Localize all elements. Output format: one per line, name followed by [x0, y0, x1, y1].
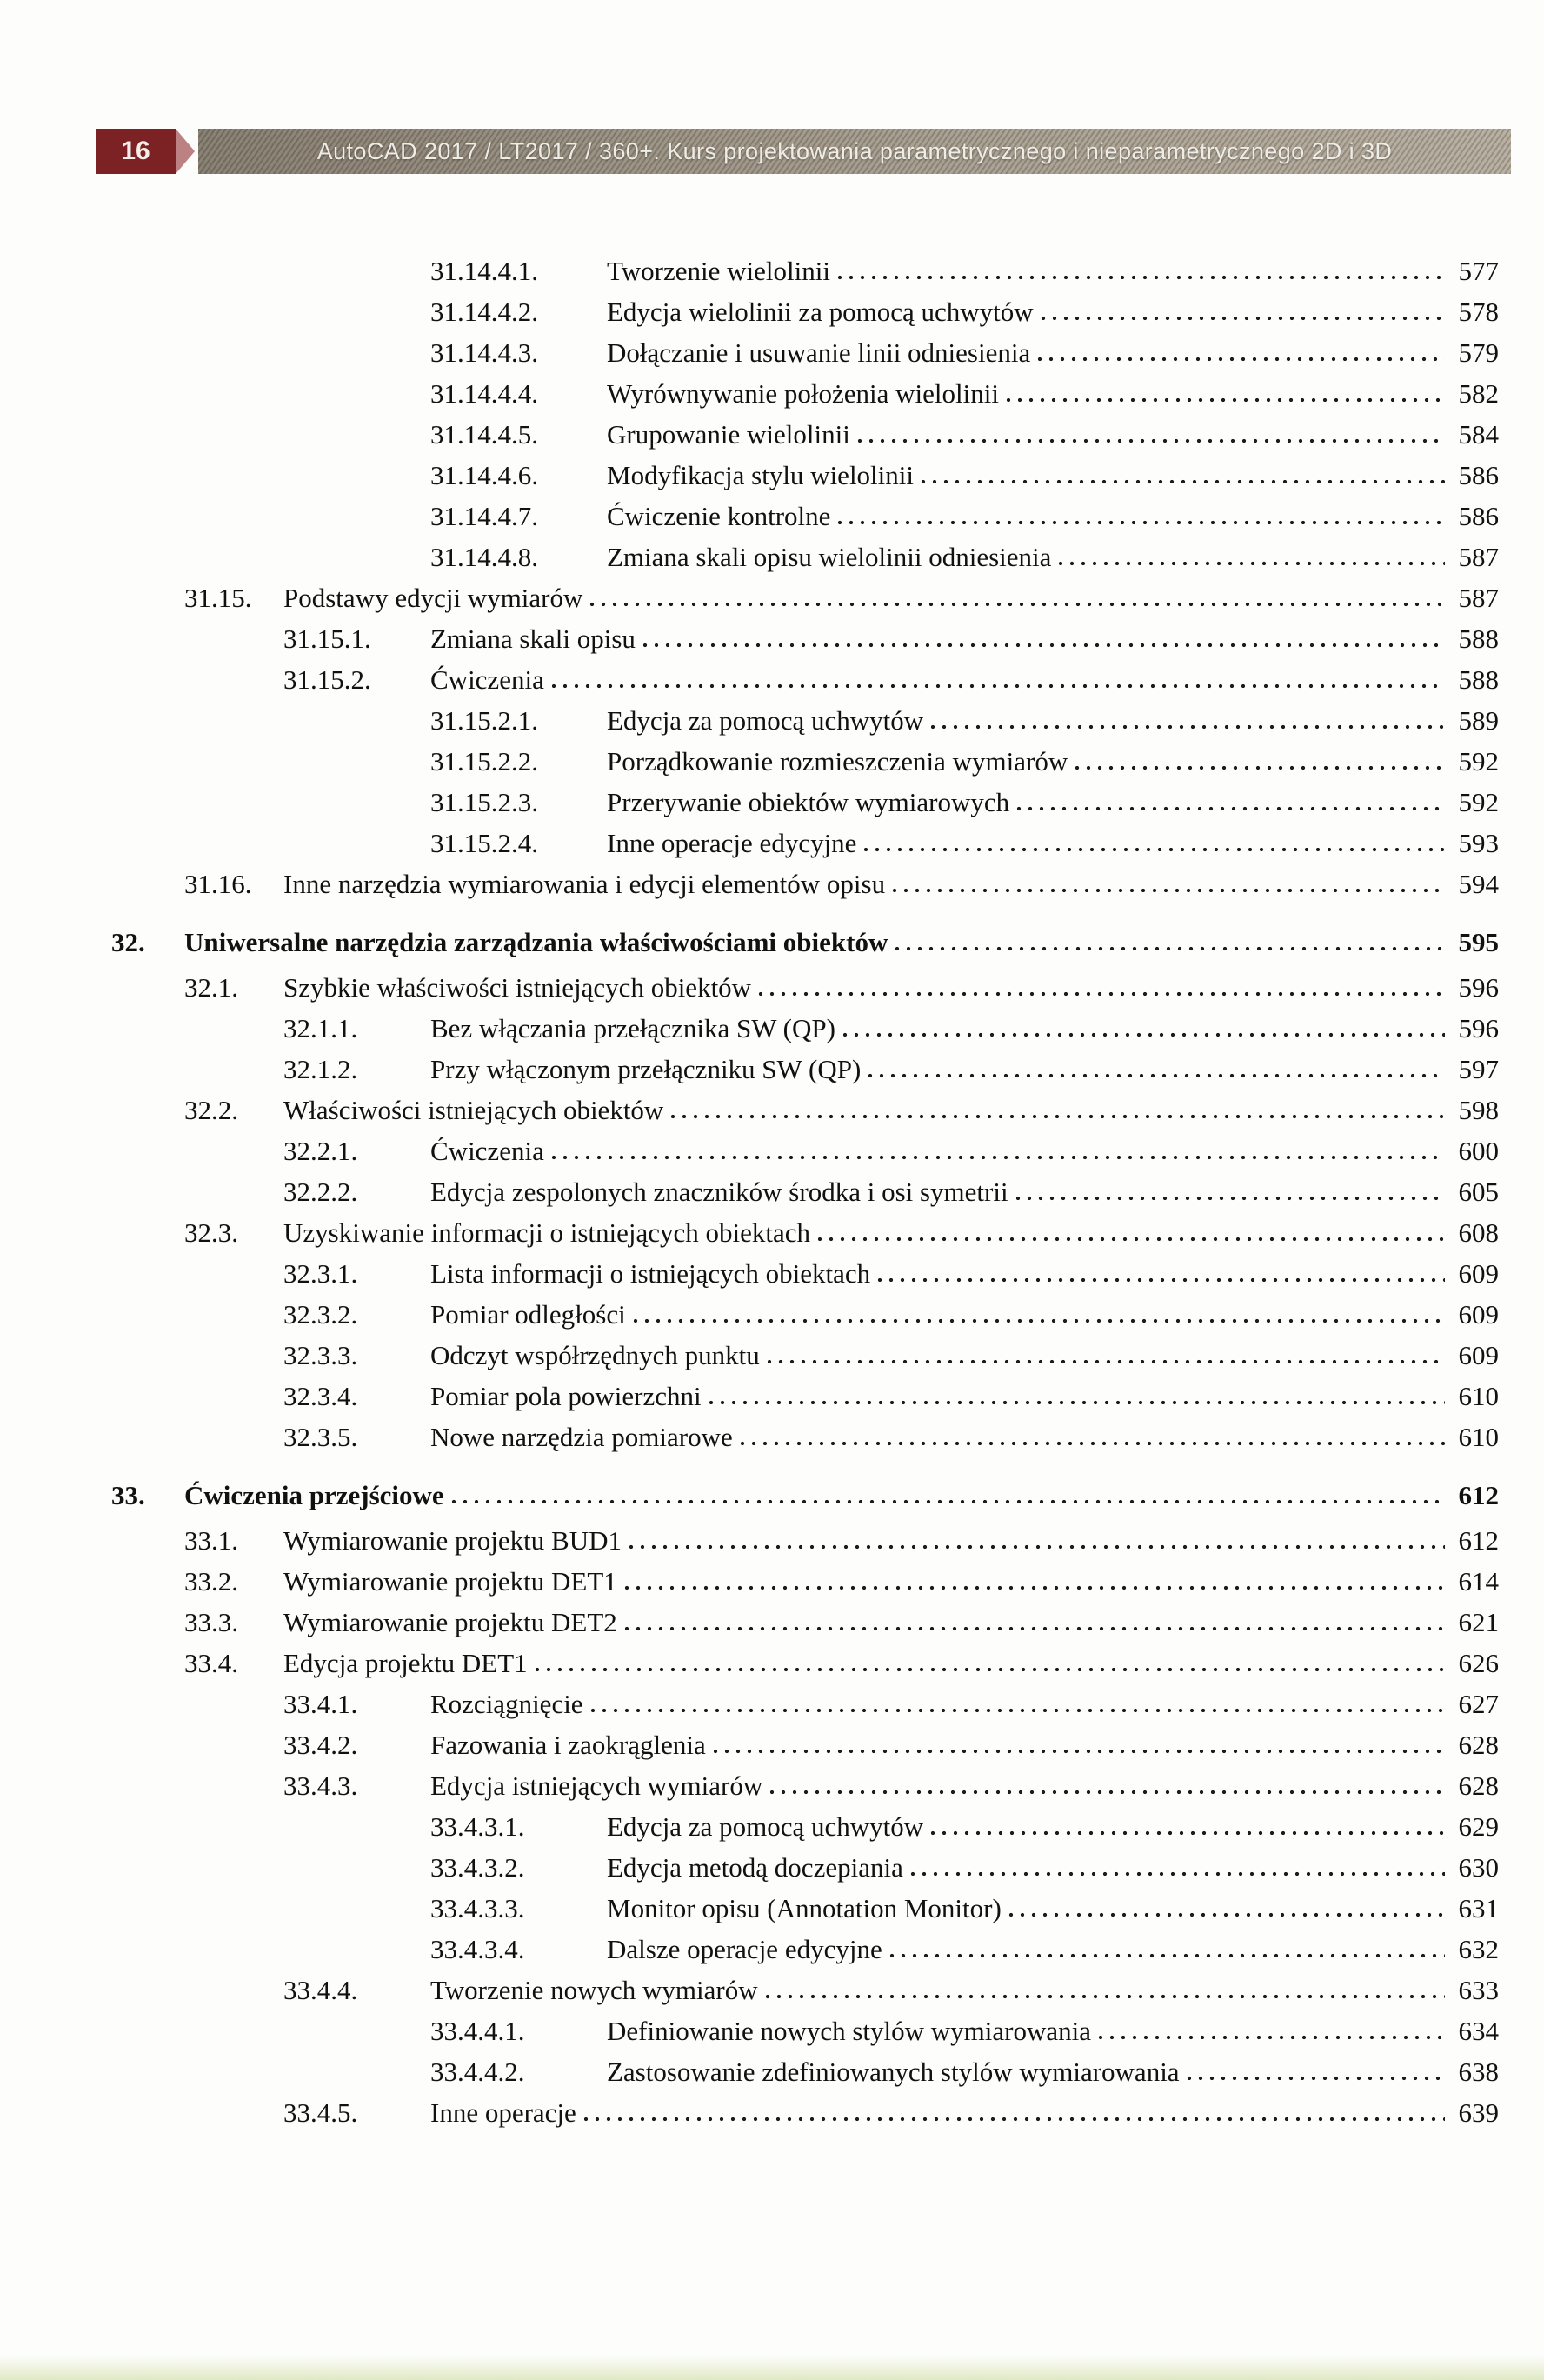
dot-leader — [910, 1871, 1445, 1877]
toc-entry — [0, 2010, 1499, 2051]
toc-entry-page: 587 — [1458, 542, 1499, 572]
toc-entry — [0, 618, 1499, 659]
toc-entry — [0, 1765, 1499, 1806]
toc-entry-number: 33.4.3. — [283, 1770, 358, 1801]
toc-entry — [0, 537, 1499, 577]
toc-entry-number: 31.14.4.4. — [430, 378, 538, 409]
toc-entry-page: 626 — [1458, 1648, 1499, 1678]
toc-entry-number: 33.4.3.1. — [430, 1811, 525, 1842]
dot-leader — [895, 946, 1445, 951]
toc-entry-page: 579 — [1458, 337, 1499, 368]
dot-leader — [767, 1359, 1445, 1364]
toc-entry — [0, 455, 1499, 496]
dot-leader — [1037, 357, 1445, 362]
toc-entry-title: Edycja istniejących wymiarów — [430, 1770, 763, 1801]
toc-entry-page: 589 — [1458, 705, 1499, 736]
toc-entry-number: 32.2.1. — [283, 1136, 358, 1166]
toc-entry-number: 31.14.4.1. — [430, 256, 538, 286]
toc-entry — [0, 1970, 1499, 2010]
toc-entry-number: 31.14.4.2. — [430, 297, 538, 327]
toc-entry-number: 33.1. — [184, 1525, 238, 1556]
dot-leader — [1006, 397, 1445, 403]
toc-entry-number: 31.16. — [184, 869, 252, 899]
toc-entry-number: 31.15.2.1. — [430, 705, 538, 736]
dot-leader — [863, 847, 1445, 852]
toc-entry-page: 584 — [1458, 419, 1499, 450]
toc-entry-title: Ćwiczenie kontrolne — [607, 501, 831, 531]
toc-entry-title: Monitor opisu (Annotation Monitor) — [607, 1893, 1002, 1923]
toc-entry — [0, 1008, 1499, 1049]
toc-entry — [0, 1294, 1499, 1335]
toc-entry-title: Właściwości istniejących obiektów — [283, 1095, 664, 1125]
toc-entry-title: Podstawy edycji wymiarów — [283, 583, 583, 613]
toc-entry-number: 32.3.4. — [283, 1381, 358, 1411]
toc-entry-number: 33.3. — [184, 1607, 238, 1637]
toc-entry — [0, 1561, 1499, 1602]
toc-entry — [0, 373, 1499, 414]
toc-entry-number: 33.4.4.1. — [430, 2016, 525, 2046]
toc-entry — [0, 1847, 1499, 1888]
toc-entry-title: Szybkie właściwości istniejących obiektów — [283, 972, 752, 1003]
toc-entry-title: Inne narzędzia wymiarowania i edycji elementów opisu — [283, 869, 886, 899]
toc-entry-title: Wyrównywanie położenia wielolinii — [607, 378, 999, 409]
header-title: AutoCAD 2017 / LT2017 / 360+. Kurs projektowania parametrycznego i nieparametrycznego 2D i 3D — [316, 137, 1393, 164]
toc — [0, 250, 1499, 2133]
toc-entry-page: 631 — [1458, 1893, 1499, 1923]
toc-entry — [0, 1049, 1499, 1090]
toc-entry-page: 588 — [1458, 623, 1499, 654]
toc-entry-page: 598 — [1458, 1095, 1499, 1125]
toc-entry-page: 586 — [1458, 501, 1499, 531]
dot-leader — [1041, 316, 1445, 321]
toc-entry-title: Bez włączania przełącznika SW (QP) — [430, 1013, 835, 1043]
toc-entry-number: 33.4.4.2. — [430, 2057, 525, 2087]
toc-entry — [0, 1683, 1499, 1724]
toc-entry-page: 609 — [1458, 1340, 1499, 1370]
toc-entry-number: 32.1.1. — [283, 1013, 358, 1043]
toc-entry-page: 610 — [1458, 1381, 1499, 1411]
toc-entry-number: 32.3.2. — [283, 1299, 358, 1330]
toc-entry — [0, 1520, 1499, 1561]
toc-entry-title: Zastosowanie zdefiniowanych stylów wymiarowania — [607, 2057, 1180, 2087]
toc-entry-page: 627 — [1458, 1689, 1499, 1719]
dot-leader — [877, 1277, 1445, 1283]
toc-entry-page: 609 — [1458, 1258, 1499, 1289]
dot-leader — [837, 275, 1445, 280]
toc-entry-title: Edycja zespolonych znaczników środka i osi symetrii — [430, 1177, 1008, 1207]
dot-leader — [930, 724, 1445, 730]
toc-entry-title: Fazowania i zaokrąglenia — [430, 1730, 706, 1760]
toc-entry — [0, 291, 1499, 332]
dot-leader — [857, 438, 1445, 443]
toc-entry-title: Tworzenie nowych wymiarów — [430, 1975, 758, 2005]
toc-entry — [0, 2051, 1499, 2092]
toc-entry-page: 612 — [1458, 1480, 1499, 1510]
toc-entry — [0, 863, 1499, 904]
toc-entry-page: 614 — [1458, 1566, 1499, 1597]
dot-leader — [1075, 765, 1445, 770]
toc-entry — [0, 1212, 1499, 1253]
toc-entry-page: 597 — [1458, 1054, 1499, 1084]
toc-entry-title: Definiowanie nowych stylów wymiarowania — [607, 2016, 1092, 2046]
toc-entry-number: 33.4.3.3. — [430, 1893, 525, 1923]
toc-entry — [0, 1335, 1499, 1376]
toc-entry-number: 32.3.3. — [283, 1340, 358, 1370]
toc-entry-number: 31.14.4.5. — [430, 419, 538, 450]
toc-entry — [0, 823, 1499, 863]
toc-entry-page: 621 — [1458, 1607, 1499, 1637]
toc-entry-number: 31.15. — [184, 583, 252, 613]
toc-entry-title: Pomiar odległości — [430, 1299, 626, 1330]
toc-entry-number: 31.15.1. — [283, 623, 371, 654]
dot-leader — [1008, 1912, 1445, 1917]
toc-entry-title: Ćwiczenia — [430, 1136, 544, 1166]
toc-entry-title: Dalsze operacje edycyjne — [607, 1934, 882, 1964]
toc-entry-page: 596 — [1458, 1013, 1499, 1043]
toc-entry-number: 32.2.2. — [283, 1177, 358, 1207]
toc-entry-title: Edycja wielolinii za pomocą uchwytów — [607, 297, 1034, 327]
toc-entry-page: 578 — [1458, 297, 1499, 327]
page-number-box — [96, 129, 176, 174]
toc-entry-number: 32.1. — [184, 972, 238, 1003]
dot-leader — [589, 602, 1445, 607]
dot-leader — [590, 1708, 1445, 1713]
toc-entry — [0, 700, 1499, 741]
toc-entry-page: 577 — [1458, 256, 1499, 286]
toc-entry-page: 609 — [1458, 1299, 1499, 1330]
toc-entry-title: Uniwersalne narzędzia zarządzania właściwościami obiektów — [184, 927, 888, 957]
dot-leader — [670, 1114, 1445, 1119]
toc-entry-number: 33.4.3.2. — [430, 1852, 525, 1883]
toc-entry-title: Edycja metodą doczepiania — [607, 1852, 903, 1883]
toc-entry-number: 33.4.3.4. — [430, 1934, 525, 1964]
toc-entry-page: 586 — [1458, 460, 1499, 490]
dot-leader — [868, 1073, 1445, 1078]
toc-entry — [0, 1171, 1499, 1212]
dot-leader — [624, 1585, 1445, 1590]
toc-entry — [0, 1643, 1499, 1683]
toc-entry — [0, 496, 1499, 537]
toc-entry — [0, 1376, 1499, 1417]
toc-entry-number: 33.4.1. — [283, 1689, 358, 1719]
toc-entry — [0, 1724, 1499, 1765]
toc-entry-page: 633 — [1458, 1975, 1499, 2005]
toc-entry-page: 594 — [1458, 869, 1499, 899]
toc-entry-page: 608 — [1458, 1217, 1499, 1248]
toc-entry-title: Lista informacji o istniejących obiektach — [430, 1258, 871, 1289]
toc-entry-page: 596 — [1458, 972, 1499, 1003]
dot-leader — [837, 520, 1445, 525]
toc-entry-title: Wymiarowanie projektu BUD1 — [283, 1525, 622, 1556]
toc-entry-number: 31.15.2.3. — [430, 787, 538, 817]
dot-leader — [535, 1667, 1445, 1672]
page-bottom-tint — [0, 2356, 1544, 2380]
dot-leader — [765, 1994, 1445, 1999]
toc-entry-number: 32.2. — [184, 1095, 238, 1125]
toc-entry-title: Edycja za pomocą uchwytów — [607, 705, 924, 736]
dot-leader — [930, 1830, 1445, 1836]
toc-entry-page: 605 — [1458, 1177, 1499, 1207]
toc-entry — [0, 1888, 1499, 1929]
toc-entry-title: Wymiarowanie projektu DET1 — [283, 1566, 617, 1597]
toc-entry — [0, 577, 1499, 618]
toc-entry — [0, 1475, 1499, 1516]
toc-entry — [0, 967, 1499, 1008]
dot-leader — [1187, 2076, 1445, 2081]
dot-leader — [817, 1237, 1445, 1242]
toc-entry-number: 31.15.2. — [283, 664, 371, 695]
dot-leader — [889, 1953, 1445, 1958]
dot-leader — [1098, 2035, 1445, 2040]
toc-entry-page: 628 — [1458, 1770, 1499, 1801]
toc-entry-title: Edycja za pomocą uchwytów — [607, 1811, 924, 1842]
toc-entry-page: 612 — [1458, 1525, 1499, 1556]
toc-entry-title: Edycja projektu DET1 — [283, 1648, 528, 1678]
toc-entry-title: Nowe narzędzia pomiarowe — [430, 1422, 733, 1452]
toc-entry-title: Pomiar pola powierzchni — [430, 1381, 702, 1411]
dot-leader — [1058, 561, 1445, 566]
toc-entry-page: 587 — [1458, 583, 1499, 613]
toc-entry-page: 593 — [1458, 828, 1499, 858]
toc-entry — [0, 782, 1499, 823]
toc-entry — [0, 1929, 1499, 1970]
dot-leader — [451, 1499, 1445, 1504]
toc-entry — [0, 1130, 1499, 1171]
page-header — [96, 129, 1511, 174]
toc-entry-number: 33.4.4. — [283, 1975, 358, 2005]
toc-entry — [0, 332, 1499, 373]
dot-leader — [921, 479, 1445, 484]
toc-entry-page: 628 — [1458, 1730, 1499, 1760]
toc-entry-title: Ćwiczenia — [430, 664, 544, 695]
toc-entry-title: Zmiana skali opisu wielolinii odniesienia — [607, 542, 1052, 572]
toc-entry-number: 32.3.1. — [283, 1258, 358, 1289]
toc-entry-title: Inne operacje edycyjne — [607, 828, 857, 858]
toc-entry — [0, 250, 1499, 291]
toc-entry-page: 582 — [1458, 378, 1499, 409]
toc-entry-number: 33.4.5. — [283, 2097, 358, 2128]
toc-entry-title: Grupowanie wielolinii — [607, 419, 850, 450]
toc-entry-page: 592 — [1458, 746, 1499, 777]
toc-entry-title: Inne operacje — [430, 2097, 576, 2128]
toc-entry-page: 632 — [1458, 1934, 1499, 1964]
toc-entry-title: Ćwiczenia przejściowe — [184, 1480, 444, 1510]
toc-entry-title: Przerywanie obiektów wymiarowych — [607, 787, 1010, 817]
page-number: 16 — [121, 137, 150, 165]
dot-leader — [551, 683, 1445, 689]
dot-leader — [642, 643, 1445, 648]
dot-leader — [713, 1749, 1445, 1754]
dot-leader — [629, 1544, 1445, 1550]
toc-entry — [0, 1806, 1499, 1847]
toc-entry-number: 32. — [111, 927, 145, 957]
toc-entry — [0, 1253, 1499, 1294]
toc-entry — [0, 414, 1499, 455]
dot-leader — [624, 1626, 1445, 1631]
toc-entry-title: Odczyt współrzędnych punktu — [430, 1340, 760, 1370]
toc-entry-page: 600 — [1458, 1136, 1499, 1166]
dot-leader — [583, 2117, 1445, 2122]
dot-leader — [709, 1400, 1445, 1405]
toc-entry-number: 32.3.5. — [283, 1422, 358, 1452]
toc-entry — [0, 922, 1499, 963]
toc-entry-number: 31.14.4.7. — [430, 501, 538, 531]
toc-entry-title: Rozciągnięcie — [430, 1689, 583, 1719]
toc-entry-title: Porządkowanie rozmieszczenia wymiarów — [607, 746, 1068, 777]
toc-entry-number: 31.15.2.2. — [430, 746, 538, 777]
dot-leader — [551, 1155, 1445, 1160]
dot-leader — [740, 1441, 1445, 1446]
toc-entry-title: Dołączanie i usuwanie linii odniesienia — [607, 337, 1031, 368]
toc-entry — [0, 659, 1499, 700]
toc-entry-number: 31.14.4.6. — [430, 460, 538, 490]
toc-entry — [0, 1602, 1499, 1643]
toc-entry-number: 32.1.2. — [283, 1054, 358, 1084]
toc-entry-number: 32.3. — [184, 1217, 238, 1248]
dot-leader — [758, 991, 1445, 997]
toc-entry-page: 588 — [1458, 664, 1499, 695]
chevron-right-icon — [176, 129, 195, 174]
toc-entry-page: 592 — [1458, 787, 1499, 817]
toc-entry-number: 33. — [111, 1480, 145, 1510]
toc-entry — [0, 741, 1499, 782]
toc-entry — [0, 1417, 1499, 1457]
toc-entry-number: 31.14.4.8. — [430, 542, 538, 572]
toc-entry-title: Tworzenie wielolinii — [607, 256, 830, 286]
toc-entry-page: 630 — [1458, 1852, 1499, 1883]
dot-leader — [633, 1318, 1445, 1323]
toc-entry-page: 595 — [1458, 927, 1499, 957]
toc-entry-number: 31.14.4.3. — [430, 337, 538, 368]
toc-entry-page: 634 — [1458, 2016, 1499, 2046]
dot-leader — [1016, 806, 1445, 811]
toc-entry-page: 610 — [1458, 1422, 1499, 1452]
toc-entry-title: Uzyskiwanie informacji o istniejących obiektach — [283, 1217, 811, 1248]
dot-leader — [892, 888, 1445, 893]
toc-entry-number: 33.4.2. — [283, 1730, 358, 1760]
dot-leader — [1015, 1196, 1445, 1201]
toc-entry-page: 629 — [1458, 1811, 1499, 1842]
toc-entry-page: 638 — [1458, 2057, 1499, 2087]
toc-entry-title: Wymiarowanie projektu DET2 — [283, 1607, 617, 1637]
toc-entry-number: 31.15.2.4. — [430, 828, 538, 858]
toc-entry — [0, 1090, 1499, 1130]
toc-entry — [0, 2092, 1499, 2133]
dot-leader — [769, 1790, 1445, 1795]
dot-leader — [842, 1032, 1445, 1037]
toc-entry-title: Przy włączonym przełączniku SW (QP) — [430, 1054, 862, 1084]
toc-entry-number: 33.4. — [184, 1648, 238, 1678]
toc-entry-page: 639 — [1458, 2097, 1499, 2128]
toc-entry-number: 33.2. — [184, 1566, 238, 1597]
toc-entry-title: Zmiana skali opisu — [430, 623, 636, 654]
header-title-bar — [198, 129, 1511, 174]
toc-entry-title: Modyfikacja stylu wielolinii — [607, 460, 915, 490]
